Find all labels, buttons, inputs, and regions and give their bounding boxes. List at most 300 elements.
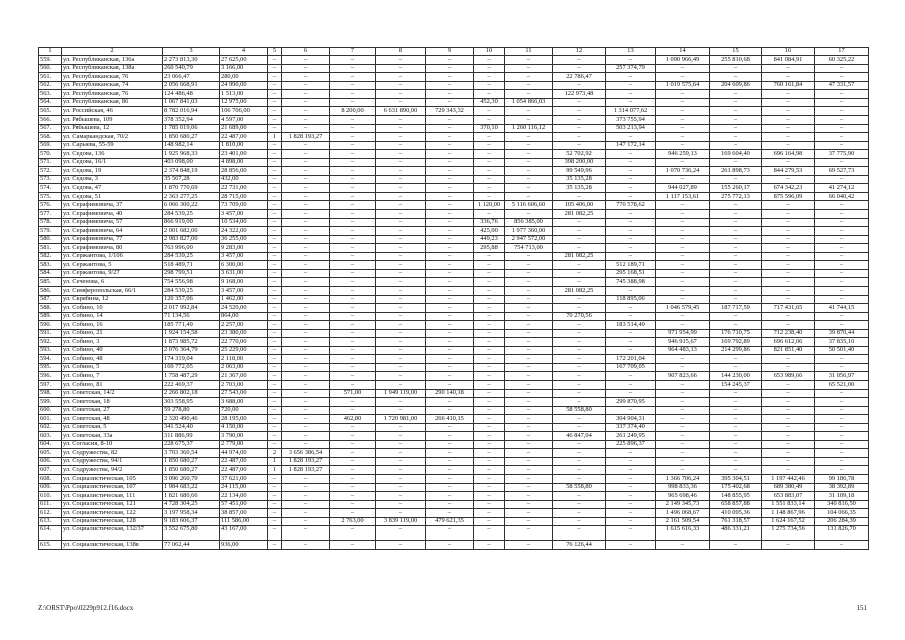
table-cell: – xyxy=(474,304,505,313)
table-cell: – xyxy=(553,398,606,407)
table-cell: – xyxy=(282,98,330,107)
table-cell: 10 534,00 xyxy=(220,218,268,227)
table-cell: ул. Советская, 27 xyxy=(62,406,163,415)
table-cell: – xyxy=(376,304,426,313)
table-cell: 579. xyxy=(39,227,62,236)
table-cell: 603. xyxy=(39,432,62,441)
table-cell: – xyxy=(376,500,426,509)
table-cell: ул. Социалистическая, 121 xyxy=(62,500,163,509)
table-cell: – xyxy=(815,286,869,295)
table-row xyxy=(39,261,869,270)
table-cell: – xyxy=(282,415,330,424)
table-cell: 3 839 119,00 xyxy=(376,517,426,526)
table-cell: – xyxy=(762,218,815,227)
table-row xyxy=(39,201,869,210)
table-cell: – xyxy=(376,201,426,210)
table-cell: – xyxy=(710,423,762,432)
table-cell: – xyxy=(505,90,553,99)
table-cell: – xyxy=(815,363,869,372)
table-cell: 3 631,00 xyxy=(220,269,268,278)
table-cell: – xyxy=(710,261,762,270)
table-cell: – xyxy=(376,244,426,253)
table-cell: ул. Седова, 47 xyxy=(62,184,163,193)
table-cell: 304 904,31 xyxy=(606,415,656,424)
table-cell: 57 451,00 xyxy=(220,500,268,509)
table-cell: 612. xyxy=(39,509,62,518)
column-header: 14 xyxy=(656,48,710,56)
table-cell: – xyxy=(606,133,656,142)
table-cell: 599. xyxy=(39,398,62,407)
table-cell: – xyxy=(656,210,710,219)
table-cell: 174 319,04 xyxy=(163,355,220,364)
table-cell: – xyxy=(553,107,606,116)
table-cell: 1 924 154,58 xyxy=(163,329,220,338)
table-cell: 176 710,75 xyxy=(710,329,762,338)
table-cell: – xyxy=(474,363,505,372)
table-cell: 1 xyxy=(268,133,282,142)
table-cell: 964 483,13 xyxy=(656,346,710,355)
table-cell: – xyxy=(505,295,553,304)
table-cell: – xyxy=(282,517,330,526)
table-cell: – xyxy=(815,432,869,441)
table-cell: – xyxy=(553,278,606,287)
table-cell: – xyxy=(330,338,376,347)
table-cell: – xyxy=(815,295,869,304)
table-cell: 696 612,06 xyxy=(762,338,815,347)
table-cell: – xyxy=(376,286,426,295)
table-cell: 1 496 068,67 xyxy=(656,509,710,518)
table-cell: – xyxy=(505,457,553,466)
table-cell: – xyxy=(505,286,553,295)
table-cell: 120 357,06 xyxy=(163,295,220,304)
table-cell: 9 183 606,37 xyxy=(163,517,220,526)
table-cell: – xyxy=(762,423,815,432)
table-cell: – xyxy=(474,338,505,347)
table-cell: – xyxy=(606,500,656,509)
table-cell: – xyxy=(815,90,869,99)
table-cell: – xyxy=(268,252,282,261)
table-cell: ул. Согласия, 8-10 xyxy=(62,440,163,449)
table-cell: – xyxy=(474,329,505,338)
table-cell: 875 596,09 xyxy=(762,192,815,201)
table-cell: – xyxy=(268,150,282,159)
table-cell: – xyxy=(762,158,815,167)
table-cell: – xyxy=(553,304,606,313)
table-cell: – xyxy=(762,295,815,304)
table-cell: – xyxy=(268,380,282,389)
table-cell: – xyxy=(282,389,330,398)
table-cell: 1 366 706,24 xyxy=(656,474,710,483)
table-cell: – xyxy=(474,286,505,295)
table-cell: – xyxy=(268,64,282,73)
table-cell: 3 688,00 xyxy=(220,398,268,407)
table-cell: – xyxy=(330,355,376,364)
table-row xyxy=(39,363,869,372)
table-cell: 561. xyxy=(39,73,62,82)
table-cell: – xyxy=(606,90,656,99)
table-cell: – xyxy=(656,363,710,372)
table-cell: – xyxy=(268,192,282,201)
table-cell: – xyxy=(656,261,710,270)
table-cell: – xyxy=(815,278,869,287)
table-cell: 432,00 xyxy=(220,175,268,184)
table-cell: – xyxy=(376,133,426,142)
table-row xyxy=(39,398,869,407)
table-cell: – xyxy=(282,526,330,541)
table-cell: 35 135,28 xyxy=(553,184,606,193)
table-cell: – xyxy=(330,81,376,90)
table-cell: – xyxy=(710,201,762,210)
table-cell: – xyxy=(505,338,553,347)
table-cell: 1 046 579,45 xyxy=(656,304,710,313)
table-cell: – xyxy=(376,81,426,90)
table-cell: – xyxy=(426,492,474,501)
table-cell: – xyxy=(606,389,656,398)
table-cell: – xyxy=(268,210,282,219)
table-cell: – xyxy=(553,338,606,347)
table-cell: – xyxy=(474,261,505,270)
table-cell: 1 873 985,72 xyxy=(163,338,220,347)
table-cell: – xyxy=(474,517,505,526)
table-cell: – xyxy=(330,457,376,466)
table-cell: 25 229,00 xyxy=(220,346,268,355)
table-cell: 608. xyxy=(39,474,62,483)
table-cell: – xyxy=(268,415,282,424)
table-cell: 1 870 770,69 xyxy=(163,184,220,193)
table-cell: – xyxy=(505,406,553,415)
table-cell: – xyxy=(710,449,762,458)
table-cell: ул. Симферопольская, 66/1 xyxy=(62,286,163,295)
table-cell: – xyxy=(282,346,330,355)
table-cell: – xyxy=(606,218,656,227)
column-header: 2 xyxy=(62,48,163,56)
table-cell: ул. Собино, 21 xyxy=(62,329,163,338)
table-cell: – xyxy=(426,158,474,167)
table-cell: – xyxy=(553,295,606,304)
table-cell: – xyxy=(656,98,710,107)
table-cell: – xyxy=(762,449,815,458)
column-header: 7 xyxy=(330,48,376,56)
table-cell: – xyxy=(710,415,762,424)
table-cell: – xyxy=(656,90,710,99)
table-cell: 606. xyxy=(39,457,62,466)
table-cell: – xyxy=(426,81,474,90)
table-cell: – xyxy=(282,116,330,125)
table-cell: – xyxy=(505,141,553,150)
table-cell: 590. xyxy=(39,321,62,330)
table-cell: – xyxy=(268,440,282,449)
table-cell: 41 744,15 xyxy=(815,304,869,313)
table-cell: 183 514,49 xyxy=(606,321,656,330)
table-cell: 585. xyxy=(39,278,62,287)
table-cell: – xyxy=(656,201,710,210)
table-cell: – xyxy=(376,432,426,441)
table-cell: – xyxy=(815,466,869,475)
table-cell: – xyxy=(762,312,815,321)
table-cell: – xyxy=(505,541,553,550)
table-cell: – xyxy=(426,98,474,107)
table-cell: – xyxy=(474,133,505,142)
table-cell: 602. xyxy=(39,423,62,432)
table-cell: – xyxy=(505,466,553,475)
table-cell: ул. Седова, 3 xyxy=(62,175,163,184)
table-cell: – xyxy=(815,133,869,142)
table-cell: – xyxy=(426,73,474,82)
table-cell: – xyxy=(330,492,376,501)
table-cell: – xyxy=(710,312,762,321)
table-cell: – xyxy=(815,73,869,82)
table-cell: 564. xyxy=(39,98,62,107)
table-cell: – xyxy=(474,526,505,541)
table-cell: – xyxy=(474,541,505,550)
table-cell: – xyxy=(268,73,282,82)
table-cell: – xyxy=(426,355,474,364)
table-cell: 2 063,00 xyxy=(220,363,268,372)
table-cell: – xyxy=(606,541,656,550)
table-cell: 22 487,00 xyxy=(220,457,268,466)
table-cell: – xyxy=(282,363,330,372)
table-row xyxy=(39,116,869,125)
table-cell: – xyxy=(282,380,330,389)
table-cell: 1 067 841,03 xyxy=(163,98,220,107)
table-cell: – xyxy=(762,116,815,125)
table-header xyxy=(39,48,869,56)
table-cell: ул. Серафимовича, 37 xyxy=(62,201,163,210)
table-cell: 1 850 680,27 xyxy=(163,457,220,466)
table-cell: 1 197 442,46 xyxy=(762,474,815,483)
table-cell: 70 270,56 xyxy=(553,312,606,321)
table-cell: – xyxy=(474,81,505,90)
table-row xyxy=(39,312,869,321)
table-cell: 206 284,39 xyxy=(815,517,869,526)
table-cell: – xyxy=(268,355,282,364)
table-cell: – xyxy=(282,150,330,159)
table-cell: – xyxy=(376,98,426,107)
table-cell: 1 054 866,03 xyxy=(505,98,553,107)
table-cell: 261 249,95 xyxy=(606,432,656,441)
table-cell: – xyxy=(505,483,553,492)
table-cell: – xyxy=(376,227,426,236)
table-cell: 615. xyxy=(39,541,62,550)
table-cell: 588. xyxy=(39,304,62,313)
table-cell: – xyxy=(426,363,474,372)
table-cell: 295 168,51 xyxy=(606,269,656,278)
table-cell: 111 586,00 xyxy=(220,517,268,526)
table-cell: 275 772,13 xyxy=(710,192,762,201)
table-cell: – xyxy=(426,56,474,65)
table-cell: ул. Скрябина, 12 xyxy=(62,295,163,304)
table-cell: – xyxy=(553,449,606,458)
table-cell: ул. Седова, 16/1 xyxy=(62,158,163,167)
table-cell: – xyxy=(426,244,474,253)
table-cell: – xyxy=(376,346,426,355)
table-cell: – xyxy=(282,295,330,304)
table-cell: 2 763,00 xyxy=(330,517,376,526)
table-cell: – xyxy=(474,406,505,415)
table-cell: 568. xyxy=(39,133,62,142)
table-cell: – xyxy=(330,295,376,304)
column-header: 11 xyxy=(505,48,553,56)
table-cell: – xyxy=(815,252,869,261)
table-cell: – xyxy=(282,201,330,210)
table-cell: – xyxy=(710,286,762,295)
table-cell: 449,23 xyxy=(474,235,505,244)
table-cell: – xyxy=(606,56,656,65)
table-cell: – xyxy=(606,98,656,107)
table-cell: 1 785 019,06 xyxy=(163,124,220,133)
table-cell: – xyxy=(426,312,474,321)
table-cell: 35 135,28 xyxy=(553,175,606,184)
table-cell: – xyxy=(376,329,426,338)
table-cell: – xyxy=(656,73,710,82)
table-cell: – xyxy=(330,73,376,82)
table-cell: 1 828 193,27 xyxy=(282,457,330,466)
table-cell: 28 715,00 xyxy=(220,192,268,201)
table-cell: – xyxy=(606,227,656,236)
table-cell: – xyxy=(656,295,710,304)
table-cell: – xyxy=(656,158,710,167)
table-cell: 73 709,00 xyxy=(220,201,268,210)
table-cell: ул. Республиканская, 76 xyxy=(62,73,163,82)
table-cell: – xyxy=(710,218,762,227)
table-cell: 4 728 304,25 xyxy=(163,500,220,509)
table-cell: – xyxy=(474,73,505,82)
table-cell: – xyxy=(553,116,606,125)
table-cell: – xyxy=(268,244,282,253)
table-cell: – xyxy=(762,466,815,475)
table-cell: 1 551 833,14 xyxy=(762,500,815,509)
table-cell: – xyxy=(376,158,426,167)
table-cell: – xyxy=(376,295,426,304)
table-cell: ул. Социалистическая, 107 xyxy=(62,483,163,492)
table-cell: – xyxy=(710,355,762,364)
table-cell: – xyxy=(762,286,815,295)
table-cell: – xyxy=(505,261,553,270)
table-row xyxy=(39,210,869,219)
table-cell: – xyxy=(553,509,606,518)
table-row xyxy=(39,415,869,424)
table-cell: – xyxy=(474,423,505,432)
table-cell: – xyxy=(426,432,474,441)
table-cell: – xyxy=(656,423,710,432)
table-cell: 689 380,49 xyxy=(762,483,815,492)
table-cell: 566. xyxy=(39,116,62,125)
table-row xyxy=(39,389,869,398)
column-header: 17 xyxy=(815,48,869,56)
table-cell: – xyxy=(282,167,330,176)
table-cell: – xyxy=(426,167,474,176)
table-cell: 717 431,65 xyxy=(762,304,815,313)
table-cell: 593. xyxy=(39,346,62,355)
table-row xyxy=(39,192,869,201)
table-cell: 12 975,00 xyxy=(220,98,268,107)
table-row xyxy=(39,541,869,550)
table-cell: 578. xyxy=(39,218,62,227)
table-cell: 573. xyxy=(39,175,62,184)
table-cell: 43 167,00 xyxy=(220,526,268,541)
table-row xyxy=(39,235,869,244)
table-cell: – xyxy=(505,107,553,116)
table-cell: – xyxy=(376,218,426,227)
table-cell: – xyxy=(474,372,505,381)
table-cell: – xyxy=(282,107,330,116)
table-cell: – xyxy=(505,56,553,65)
table-cell: 1 462,00 xyxy=(220,295,268,304)
table-cell: – xyxy=(656,415,710,424)
table-cell: – xyxy=(505,372,553,381)
table-cell: 373 755,94 xyxy=(606,116,656,125)
table-cell: 3 552 675,80 xyxy=(163,526,220,541)
table-cell: 23 380,00 xyxy=(220,329,268,338)
table-cell: 572. xyxy=(39,167,62,176)
table-cell: – xyxy=(376,338,426,347)
table-cell: 1 120,00 xyxy=(474,201,505,210)
table-cell: – xyxy=(505,500,553,509)
table-cell: – xyxy=(815,398,869,407)
table-cell: – xyxy=(505,175,553,184)
table-cell: – xyxy=(762,278,815,287)
table-cell: – xyxy=(656,175,710,184)
table-cell: – xyxy=(710,269,762,278)
table-cell: – xyxy=(474,509,505,518)
table-cell: – xyxy=(656,380,710,389)
table-cell: – xyxy=(606,252,656,261)
table-cell: – xyxy=(330,244,376,253)
table-cell: 22 786,47 xyxy=(553,73,606,82)
table-cell: 1 850 680,27 xyxy=(163,133,220,142)
table-cell: – xyxy=(656,64,710,73)
table-cell: 563. xyxy=(39,90,62,99)
table-cell: – xyxy=(505,158,553,167)
table-cell: – xyxy=(815,406,869,415)
table-row xyxy=(39,184,869,193)
table-cell: 2 001 682,00 xyxy=(163,227,220,236)
table-cell: – xyxy=(330,509,376,518)
table-cell: 587. xyxy=(39,295,62,304)
table-cell: 36 255,00 xyxy=(220,235,268,244)
table-cell: – xyxy=(762,235,815,244)
table-cell: ул. Советская, 5 xyxy=(62,423,163,432)
table-cell: – xyxy=(268,338,282,347)
table-cell: – xyxy=(376,372,426,381)
table-cell: 1 275 734,56 xyxy=(762,526,815,541)
table-cell: – xyxy=(282,124,330,133)
table-cell: – xyxy=(268,483,282,492)
table-cell: – xyxy=(474,56,505,65)
table-cell: 298 799,51 xyxy=(163,269,220,278)
table-cell: ул. Собино, 81 xyxy=(62,380,163,389)
table-cell: – xyxy=(606,286,656,295)
table-cell: – xyxy=(426,278,474,287)
table-cell: – xyxy=(606,346,656,355)
table-row xyxy=(39,492,869,501)
table-cell: – xyxy=(656,133,710,142)
table-cell: – xyxy=(606,184,656,193)
table-cell: 23 066,47 xyxy=(163,73,220,82)
table-cell: – xyxy=(376,449,426,458)
table-cell: – xyxy=(268,286,282,295)
table-row xyxy=(39,107,869,116)
table-cell: – xyxy=(815,98,869,107)
table-cell: – xyxy=(710,363,762,372)
table-cell: – xyxy=(710,295,762,304)
table-cell: – xyxy=(710,235,762,244)
table-cell: 35 567,28 xyxy=(163,175,220,184)
table-cell: – xyxy=(815,261,869,270)
table-cell: 257 374,79 xyxy=(606,64,656,73)
table-cell: – xyxy=(268,261,282,270)
table-row xyxy=(39,124,869,133)
